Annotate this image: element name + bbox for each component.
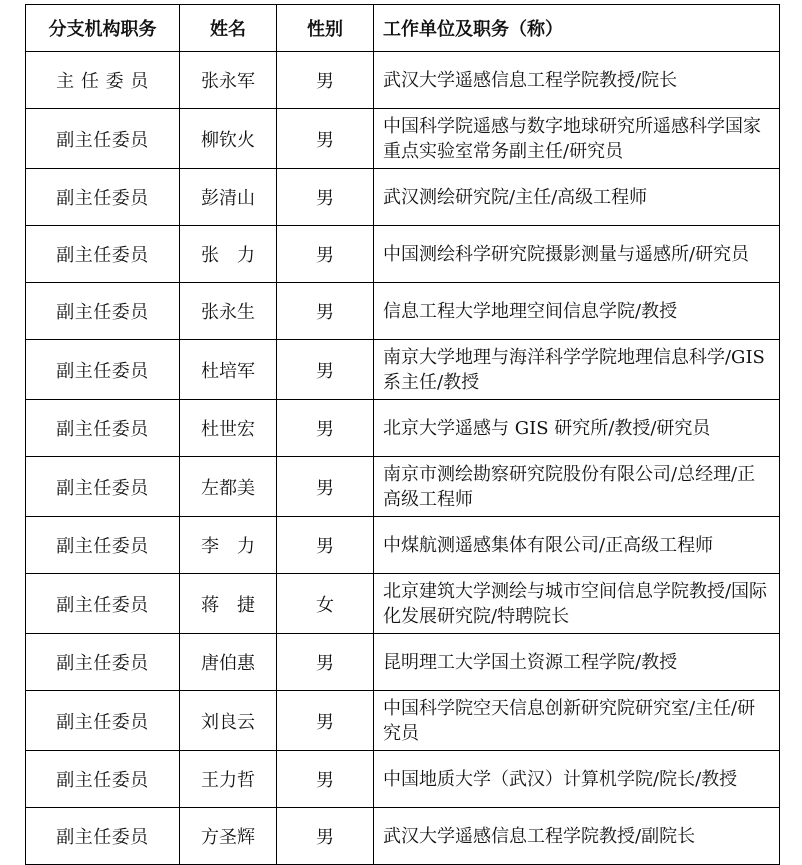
cell-position: 副主任委员 bbox=[26, 808, 180, 865]
cell-gender: 男 bbox=[277, 340, 374, 400]
table-row bbox=[26, 109, 780, 169]
header-position: 分支机构职务 bbox=[26, 5, 180, 52]
cell-work-unit: 中煤航测遥感集体有限公司/正高级工程师 bbox=[374, 517, 780, 574]
cell-position: 副主任委员 bbox=[26, 457, 180, 517]
cell-gender: 男 bbox=[277, 52, 374, 109]
cell-work-unit: 北京建筑大学测绘与城市空间信息学院教授/国际化发展研究院/特聘院长 bbox=[374, 574, 780, 634]
cell-name: 柳钦火 bbox=[180, 109, 277, 169]
cell-gender: 男 bbox=[277, 457, 374, 517]
table-row bbox=[26, 226, 780, 283]
cell-gender: 男 bbox=[277, 691, 374, 751]
cell-name: 蒋 捷 bbox=[180, 574, 277, 634]
cell-gender: 男 bbox=[277, 751, 374, 808]
cell-position: 副主任委员 bbox=[26, 340, 180, 400]
table-row bbox=[26, 340, 780, 400]
cell-work-unit: 昆明理工大学国土资源工程学院/教授 bbox=[374, 634, 780, 691]
table-row bbox=[26, 517, 780, 574]
cell-name: 左都美 bbox=[180, 457, 277, 517]
table-row bbox=[26, 283, 780, 340]
cell-name: 刘良云 bbox=[180, 691, 277, 751]
cell-work-unit: 中国科学院遥感与数字地球研究所遥感科学国家重点实验室常务副主任/研究员 bbox=[374, 109, 780, 169]
cell-position: 副主任委员 bbox=[26, 691, 180, 751]
cell-name: 张永军 bbox=[180, 52, 277, 109]
table-row bbox=[26, 400, 780, 457]
cell-work-unit: 武汉大学遥感信息工程学院教授/院长 bbox=[374, 52, 780, 109]
table-row bbox=[26, 574, 780, 634]
cell-name: 杜培军 bbox=[180, 340, 277, 400]
cell-gender: 男 bbox=[277, 109, 374, 169]
committee-table bbox=[25, 4, 780, 865]
cell-work-unit: 中国地质大学（武汉）计算机学院/院长/教授 bbox=[374, 751, 780, 808]
cell-work-unit: 中国测绘科学研究院摄影测量与遥感所/研究员 bbox=[374, 226, 780, 283]
cell-position: 副主任委员 bbox=[26, 169, 180, 226]
cell-work-unit: 南京大学地理与海洋科学学院地理信息科学/GIS系主任/教授 bbox=[374, 340, 780, 400]
cell-name: 张 力 bbox=[180, 226, 277, 283]
cell-work-unit: 信息工程大学地理空间信息学院/教授 bbox=[374, 283, 780, 340]
cell-gender: 男 bbox=[277, 808, 374, 865]
table-row bbox=[26, 457, 780, 517]
cell-name: 张永生 bbox=[180, 283, 277, 340]
cell-name: 唐伯惠 bbox=[180, 634, 277, 691]
cell-gender: 男 bbox=[277, 517, 374, 574]
cell-work-unit: 南京市测绘勘察研究院股份有限公司/总经理/正高级工程师 bbox=[374, 457, 780, 517]
cell-position: 副主任委员 bbox=[26, 517, 180, 574]
table-row bbox=[26, 169, 780, 226]
header-gender: 性别 bbox=[277, 5, 374, 52]
cell-gender: 女 bbox=[277, 574, 374, 634]
cell-position: 副主任委员 bbox=[26, 751, 180, 808]
cell-name: 方圣辉 bbox=[180, 808, 277, 865]
table-row bbox=[26, 751, 780, 808]
cell-work-unit: 武汉测绘研究院/主任/高级工程师 bbox=[374, 169, 780, 226]
table-row bbox=[26, 691, 780, 751]
table-row bbox=[26, 52, 780, 109]
header-work-unit: 工作单位及职务（称） bbox=[374, 5, 780, 52]
cell-position: 副主任委员 bbox=[26, 283, 180, 340]
cell-position: 副主任委员 bbox=[26, 109, 180, 169]
cell-name: 王力哲 bbox=[180, 751, 277, 808]
table-row bbox=[26, 808, 780, 865]
cell-position: 主 任 委 员 bbox=[26, 52, 180, 109]
cell-gender: 男 bbox=[277, 634, 374, 691]
cell-gender: 男 bbox=[277, 226, 374, 283]
cell-gender: 男 bbox=[277, 400, 374, 457]
header-name: 姓名 bbox=[180, 5, 277, 52]
cell-position: 副主任委员 bbox=[26, 400, 180, 457]
table-row bbox=[26, 634, 780, 691]
cell-gender: 男 bbox=[277, 283, 374, 340]
cell-position: 副主任委员 bbox=[26, 574, 180, 634]
cell-work-unit: 北京大学遥感与 GIS 研究所/教授/研究员 bbox=[374, 400, 780, 457]
cell-work-unit: 武汉大学遥感信息工程学院教授/副院长 bbox=[374, 808, 780, 865]
table-header-row bbox=[26, 5, 780, 52]
cell-work-unit: 中国科学院空天信息创新研究院研究室/主任/研究员 bbox=[374, 691, 780, 751]
cell-gender: 男 bbox=[277, 169, 374, 226]
cell-name: 杜世宏 bbox=[180, 400, 277, 457]
cell-position: 副主任委员 bbox=[26, 226, 180, 283]
cell-name: 彭清山 bbox=[180, 169, 277, 226]
cell-position: 副主任委员 bbox=[26, 634, 180, 691]
cell-name: 李 力 bbox=[180, 517, 277, 574]
